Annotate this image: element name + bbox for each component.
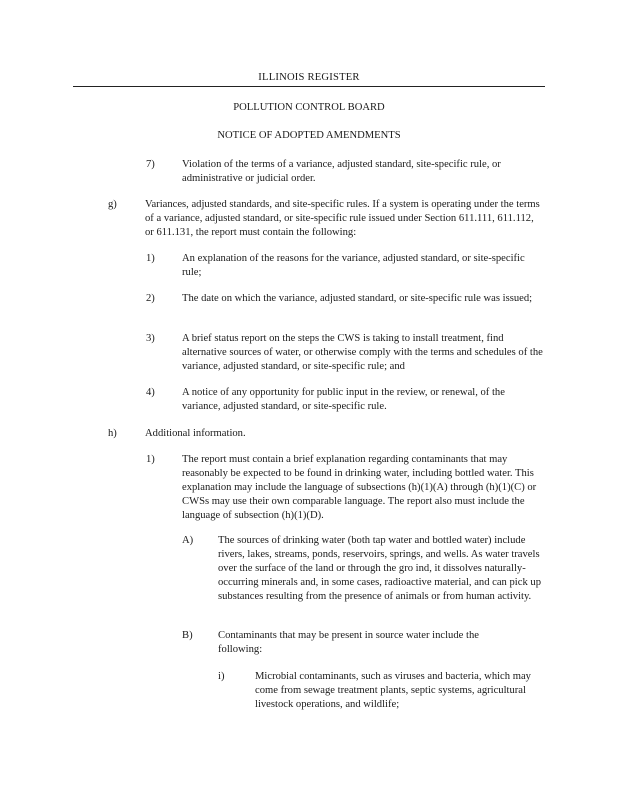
item-label: h) bbox=[108, 428, 117, 439]
item-label: B) bbox=[182, 630, 193, 641]
item-text: Violation of the terms of a variance, adjusted standard, site-specific rule, or administrative or judicial order. bbox=[182, 159, 501, 184]
item-text: A notice of any opportunity for public input in the review, or renewal, of the variance, adjusted standard, or site-specific rule. bbox=[182, 387, 505, 412]
item-text: An explanation of the reasons for the variance, adjusted standard, or site-specific rule; bbox=[182, 253, 525, 278]
register-header: ILLINOIS REGISTER bbox=[258, 72, 360, 83]
item-label: 1) bbox=[146, 253, 155, 264]
item-text: The sources of drinking water (both tap water and bottled water) include rivers, lakes, streams, ponds, reservoirs, springs, and wells. As water travels over the surface of the land or through the gro ind, it dissolves naturally-occurring minerals and, in some cases, radioactive material, and can pick up substances resulting from the presence of animals or from human activity. bbox=[218, 535, 541, 602]
board-title: POLLUTION CONTROL BOARD bbox=[233, 102, 385, 113]
item-label: 2) bbox=[146, 293, 155, 304]
header-rule bbox=[73, 86, 545, 87]
item-label: 1) bbox=[146, 454, 155, 465]
item-label: A) bbox=[182, 535, 194, 546]
item-text: A brief status report on the steps the CWS is taking to install treatment, find alternative sources of water, or otherwise comply with the terms and schedules of the variance, adjusted standard, or site-specific rule; and bbox=[182, 333, 543, 372]
item-label: 7) bbox=[146, 159, 155, 170]
item-label: 3) bbox=[146, 333, 155, 344]
notice-title: NOTICE OF ADOPTED AMENDMENTS bbox=[217, 130, 401, 141]
item-text: Additional information. bbox=[145, 428, 246, 439]
item-text: Contaminants that may be present in source water include the following: bbox=[218, 630, 479, 655]
item-label: g) bbox=[108, 199, 117, 210]
item-text: The date on which the variance, adjusted standard, or site-specific rule was issued; bbox=[182, 293, 533, 304]
item-text: Microbial contaminants, such as viruses and bacteria, which may come from sewage treatment plants, septic systems, agricultural livestock operations, and wildlife; bbox=[255, 671, 531, 710]
item-text: Variances, adjusted standards, and site-specific rules. If a system is operating under the terms of a variance, adjusted standard, or site-specific rule issued under Section 611.111, 611.112, or 611.131, the report must contain the following: bbox=[145, 199, 540, 238]
item-label: 4) bbox=[146, 387, 155, 398]
item-label: i) bbox=[218, 671, 225, 682]
item-text: The report must contain a brief explanation regarding contaminants that may reasonably be expected to be found in drinking water, including bottled water. This explanation may include the language of subsections (h)(1)(A) through (h)(1)(C) or CWSs may use their own comparable language. The report also must include the language of subsection (h)(1)(D). bbox=[182, 454, 537, 521]
